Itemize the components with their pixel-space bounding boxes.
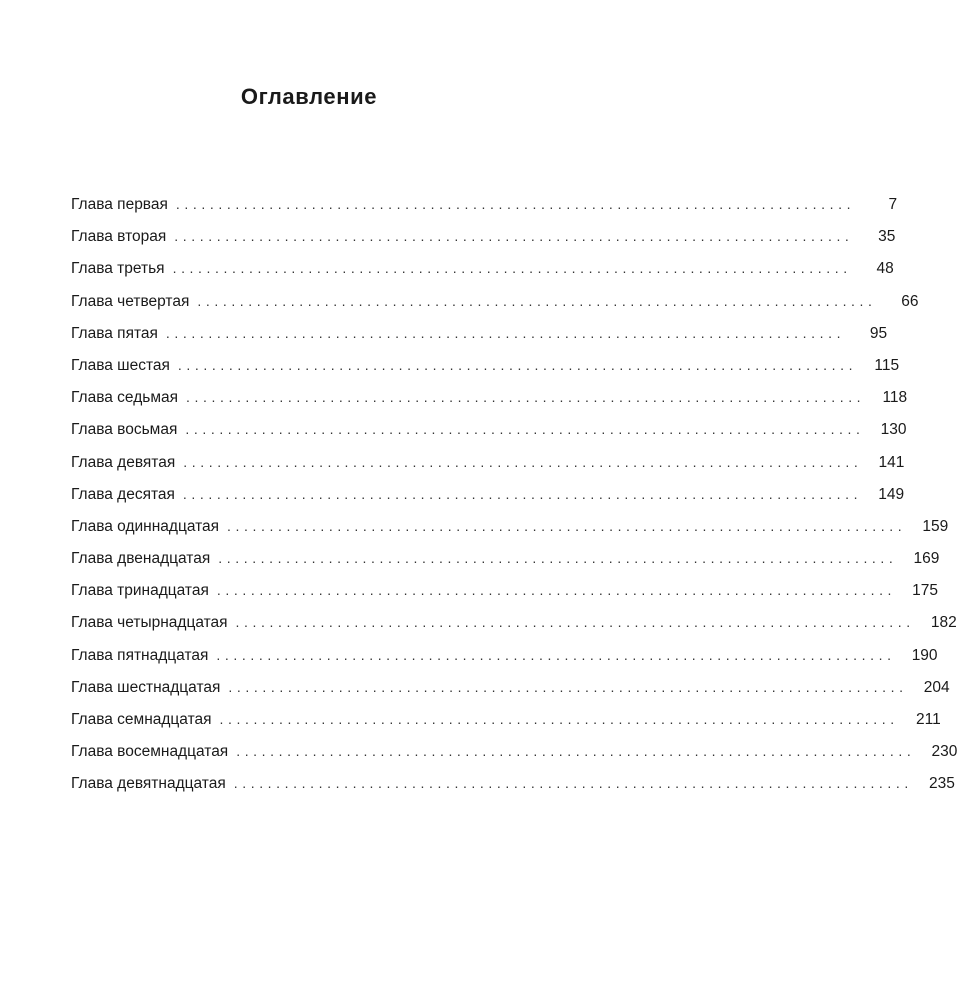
toc-entry-label: Глава четырнадцатая [71, 614, 228, 632]
toc-entry[interactable] [71, 517, 949, 550]
toc-entry[interactable] [71, 453, 905, 486]
toc-entry-page: 190 [911, 646, 938, 664]
toc-entry-label: Глава девятнадцатая [71, 775, 226, 793]
toc-entry-label: Глава пятая [71, 324, 158, 342]
dot-leader: ................................................................................ [172, 260, 852, 277]
dot-leader: ................................................................................ [228, 678, 908, 695]
toc-entry-page: 182 [930, 614, 957, 632]
toc-entry-page: 130 [880, 421, 907, 439]
page-title: Оглавление [240, 84, 378, 109]
toc-entry[interactable] [71, 614, 957, 646]
toc-entry-page: 95 [869, 324, 888, 342]
toc-entry-label: Глава девятая [71, 453, 176, 471]
toc-entry-label: Глава третья [71, 260, 165, 278]
toc-entry[interactable] [71, 228, 896, 260]
toc-entry-label: Глава одиннадцатая [71, 517, 220, 535]
toc-entry[interactable] [71, 292, 919, 325]
toc-entry-page: 235 [929, 775, 955, 793]
dot-leader: ................................................................................ [174, 228, 854, 245]
dot-leader: ................................................................................ [165, 324, 846, 341]
toc-entry-label: Глава вторая [71, 228, 167, 246]
dot-leader: ................................................................................ [197, 292, 877, 309]
toc-entry[interactable] [71, 485, 905, 518]
toc-entry[interactable] [71, 356, 900, 389]
toc-entry-page: 169 [913, 550, 940, 568]
dot-leader: ................................................................................ [182, 485, 863, 502]
toc-entry-label: Глава десятая [71, 485, 175, 503]
toc-entry-page: 118 [882, 389, 908, 407]
toc-entry-page: 115 [874, 356, 900, 374]
dot-leader: ................................................................................ [216, 646, 896, 663]
toc-entry-page: 149 [878, 485, 905, 503]
toc-entry-label: Глава тринадцатая [71, 582, 209, 600]
toc-entry[interactable] [71, 743, 957, 775]
dot-leader: ................................................................................ [227, 517, 907, 534]
toc-entry[interactable] [71, 324, 888, 357]
toc-entry-label: Глава семнадцатая [71, 711, 212, 728]
toc-entry-page: 66 [901, 292, 919, 310]
toc-entry[interactable] [71, 260, 894, 292]
table-of-contents [71, 196, 957, 808]
toc-entry-page: 211 [915, 711, 941, 728]
dot-leader: ................................................................................ [183, 453, 863, 470]
toc-entry-label: Глава двенадцатая [71, 550, 211, 568]
dot-leader: ................................................................................ [185, 421, 865, 438]
toc-entry[interactable] [71, 389, 908, 421]
toc-entry-label: Глава шестнадцатая [71, 678, 221, 696]
toc-entry[interactable] [71, 421, 907, 453]
toc-entry[interactable] [71, 196, 898, 228]
toc-entry-label: Глава первая [71, 196, 168, 213]
dot-leader: ................................................................................ [216, 582, 897, 599]
toc-entry[interactable] [71, 711, 941, 743]
toc-entry-page: 35 [878, 228, 896, 246]
dot-leader: ................................................................................ [177, 356, 858, 373]
dot-leader: ................................................................................ [219, 711, 899, 727]
toc-entry[interactable] [71, 678, 950, 711]
dot-leader: ................................................................................ [218, 550, 898, 567]
toc-entry-label: Глава седьмая [71, 389, 178, 407]
toc-entry-page: 141 [878, 453, 905, 471]
toc-entry[interactable] [71, 646, 938, 679]
toc-entry-page: 48 [876, 260, 894, 278]
toc-entry-label: Глава пятнадцатая [71, 646, 209, 664]
toc-entry-page: 230 [931, 743, 957, 761]
toc-entry[interactable] [71, 775, 955, 807]
dot-leader: ................................................................................ [233, 775, 913, 792]
dot-leader: ................................................................................ [186, 389, 866, 406]
toc-entry-label: Глава четвертая [71, 292, 190, 310]
dot-leader: ................................................................................ [236, 743, 916, 760]
toc-entry-label: Глава шестая [71, 356, 170, 374]
toc-entry[interactable] [71, 582, 939, 614]
toc-entry-page: 159 [922, 517, 949, 535]
dot-leader: ................................................................................ [235, 614, 915, 631]
toc-entry-label: Глава восьмая [71, 421, 178, 439]
toc-entry[interactable] [71, 550, 940, 582]
toc-entry-page: 7 [888, 196, 898, 213]
toc-entry-page: 175 [912, 582, 939, 600]
dot-leader: ................................................................................ [175, 196, 856, 212]
toc-entry-page: 204 [923, 678, 950, 696]
toc-entry-label: Глава восемнадцатая [71, 743, 229, 761]
